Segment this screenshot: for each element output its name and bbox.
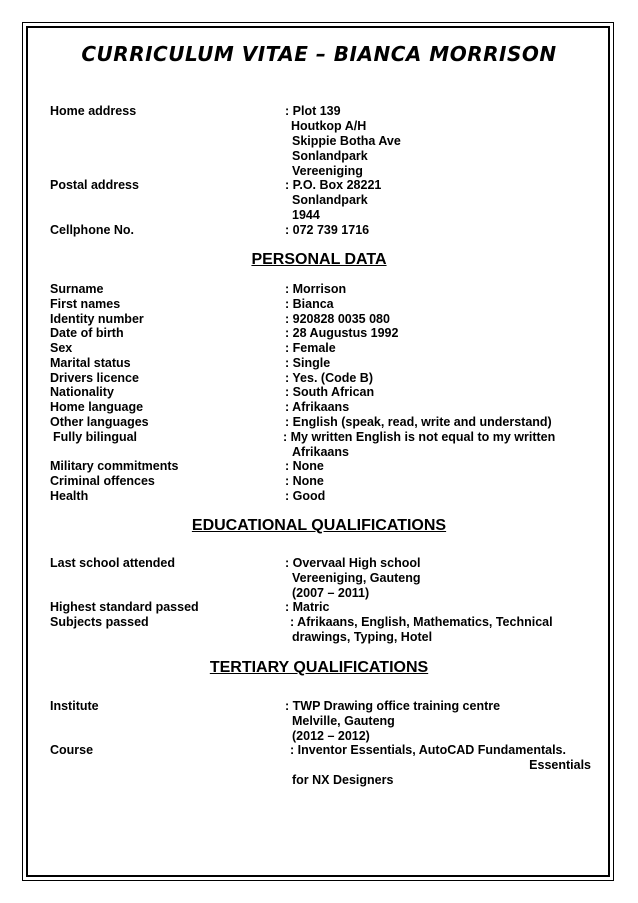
school-line: (2007 – 2011): [292, 586, 370, 600]
personal-value: : South African: [285, 385, 375, 399]
postal-address-line: : P.O. Box 28221: [285, 178, 382, 192]
postal-address-line: Sonlandpark: [292, 193, 368, 207]
personal-value-continued: Afrikaans: [292, 445, 349, 459]
subjects-label: Subjects passed: [50, 615, 149, 629]
standard-label: Highest standard passed: [50, 600, 199, 614]
personal-label: Identity number: [50, 312, 144, 326]
personal-label: Nationality: [50, 385, 114, 399]
personal-value: : 920828 0035 080: [285, 312, 390, 326]
personal-value: : Single: [285, 356, 331, 370]
personal-value: : Afrikaans: [285, 400, 350, 414]
home-address-line: Skippie Botha Ave: [292, 134, 401, 148]
personal-label: Date of birth: [50, 326, 124, 340]
subjects-line: : Afrikaans, English, Mathematics, Technical: [290, 615, 553, 629]
course-line: Essentials: [529, 758, 591, 772]
personal-label: Criminal offences: [50, 474, 155, 488]
school-line: : Overvaal High school: [285, 556, 421, 570]
personal-value: : Bianca: [285, 297, 334, 311]
school-line: Vereeniging, Gauteng: [292, 571, 421, 585]
cellphone-label: Cellphone No.: [50, 223, 135, 237]
home-address-line: Sonlandpark: [292, 149, 368, 163]
personal-label: Sex: [50, 341, 73, 355]
personal-value: : English (speak, read, write and understand): [285, 415, 552, 429]
personal-label: Fully bilingual: [53, 430, 138, 444]
tertiary-heading: TERTIARY QUALIFICATIONS: [209, 659, 429, 676]
personal-value: : 28 Augustus 1992: [285, 326, 399, 340]
institute-line: Melville, Gauteng: [292, 714, 395, 728]
cellphone-value: : 072 739 1716: [285, 223, 370, 237]
personal-value: : Good: [285, 489, 326, 503]
postal-address-line: 1944: [292, 208, 320, 222]
personal-value: : None: [285, 474, 324, 488]
home-address-line: : Plot 139: [285, 104, 341, 118]
personal-label: Surname: [50, 282, 104, 296]
personal-value: : Female: [285, 341, 336, 355]
personal-label: Home language: [50, 400, 144, 414]
course-label: Course: [50, 743, 94, 757]
subjects-line: drawings, Typing, Hotel: [292, 630, 433, 644]
home-address-line: Houtkop A/H: [291, 119, 367, 133]
personal-label: Health: [50, 489, 89, 503]
course-line: for NX Designers: [292, 773, 394, 787]
standard-value: : Matric: [285, 600, 330, 614]
postal-address-label: Postal address: [50, 178, 139, 192]
personal-data-heading: PERSONAL DATA: [251, 251, 387, 268]
institute-label: Institute: [50, 699, 99, 713]
education-heading: EDUCATIONAL QUALIFICATIONS: [191, 517, 447, 534]
personal-label: First names: [50, 297, 121, 311]
personal-value: : My written English is not equal to my written: [283, 430, 556, 444]
personal-value: : None: [285, 459, 324, 473]
personal-label: Military commitments: [50, 459, 179, 473]
course-line: : Inventor Essentials, AutoCAD Fundamentals.: [290, 743, 566, 757]
personal-value: : Morrison: [285, 282, 347, 296]
document-title: CURRICULUM VITAE – BIANCA MORRISON: [81, 42, 557, 66]
school-label: Last school attended: [50, 556, 176, 570]
home-address-line: Vereeniging: [292, 164, 363, 178]
personal-value: : Yes. (Code B): [285, 371, 373, 385]
personal-label: Drivers licence: [50, 371, 139, 385]
home-address-label: Home address: [50, 104, 137, 118]
personal-label: Other languages: [50, 415, 149, 429]
personal-label: Marital status: [50, 356, 131, 370]
institute-line: (2012 – 2012): [292, 729, 370, 743]
institute-line: : TWP Drawing office training centre: [285, 699, 501, 713]
